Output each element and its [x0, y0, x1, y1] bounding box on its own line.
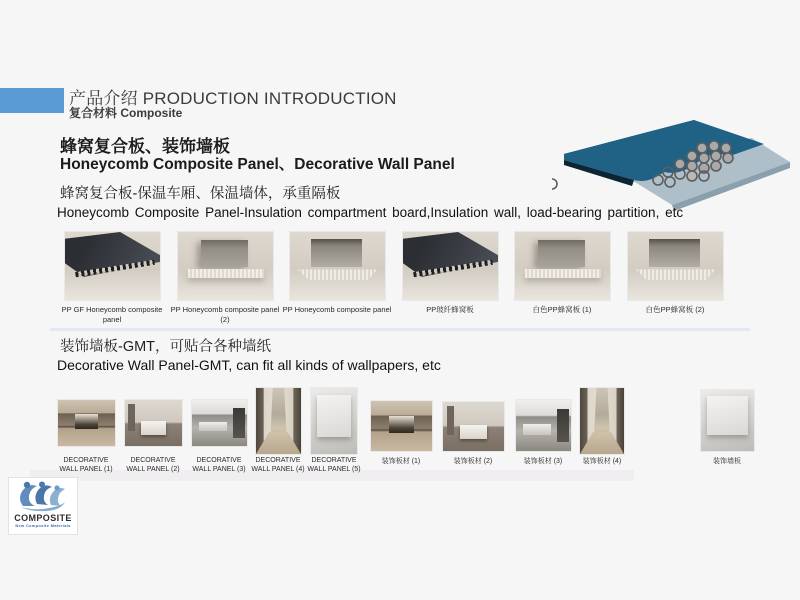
interior-photo-living-room-1 — [58, 400, 115, 446]
product-caption: PP Honeycomb composite panel (2) — [170, 305, 280, 324]
page-title: 产品介绍 PRODUCTION INTRODUCTION — [69, 89, 397, 108]
wave-splash-icon — [15, 480, 71, 512]
honeycomb-heading-en: Honeycomb Composite Panel-Insulation compartment board,Insulation wall, load-bearing partition, etc — [57, 205, 684, 220]
honeycomb-sandwich-panel-3d-icon — [552, 110, 797, 212]
product-photo-pp-glassfiber-honeycomb — [403, 232, 498, 300]
product-caption: PP GF Honeycomb composite panel — [61, 305, 163, 324]
main-title-zh: 蜂窝复合板、装饰墙板 — [60, 137, 230, 156]
main-title-en: Honeycomb Composite Panel、Decorative Wall Panel — [60, 156, 455, 173]
page-subtitle: 复合材料 Composite — [69, 106, 183, 120]
product-photo-pp-honeycomb — [290, 232, 385, 300]
interior-photo-office-1 — [192, 400, 247, 446]
section-divider — [50, 328, 750, 331]
product-photo-pp-gf-honeycomb — [65, 232, 160, 300]
product-caption: 装饰板材 (2) — [453, 458, 493, 465]
product-caption: PP Honeycomb composite panel — [282, 305, 392, 314]
product-photo-pp-honeycomb-2 — [178, 232, 273, 300]
product-caption: DECORATIVE WALL PANEL (3) — [192, 457, 246, 474]
product-caption: DECORATIVE WALL PANEL (1) — [59, 457, 113, 474]
decorative-heading-zh: 装饰墙板-GMT，可贴合各种墙纸 — [60, 339, 272, 355]
decorative-heading-en: Decorative Wall Panel-GMT, can fit all kinds of wallpapers, etc — [57, 357, 441, 373]
plain-panel-photo-2 — [701, 390, 754, 451]
interior-photo-bedroom-1 — [125, 400, 182, 446]
logo-subtitle: New Composite Materials — [15, 523, 71, 528]
interior-photo-bedroom-2 — [443, 402, 504, 451]
interior-photo-living-room-2 — [371, 401, 432, 451]
product-caption: DECORATIVE WALL PANEL (4) — [251, 457, 305, 474]
product-photo-white-pp-honeycomb-1 — [515, 232, 610, 300]
product-caption: DECORATIVE WALL PANEL (5) — [307, 457, 361, 474]
interior-photo-office-2 — [516, 400, 571, 451]
product-caption: 装饰板材 (4) — [582, 458, 622, 465]
product-caption: PP玻纤蜂窝板 — [426, 305, 474, 314]
product-caption: 白色PP蜂窝板 (1) — [532, 305, 592, 314]
product-caption: 装饰板材 (1) — [381, 458, 421, 465]
product-caption: DECORATIVE WALL PANEL (2) — [126, 457, 180, 474]
product-caption: 白色PP蜂窝板 (2) — [645, 305, 705, 314]
plain-panel-photo-1 — [311, 388, 357, 454]
logo-title: COMPOSITE — [14, 513, 72, 523]
product-caption: 装饰墙板 — [713, 458, 741, 465]
product-photo-white-pp-honeycomb-2 — [628, 232, 723, 300]
interior-photo-hallway-2 — [580, 388, 624, 454]
honeycomb-heading-zh: 蜂窝复合板-保温车厢、保温墙体，承重隔板 — [60, 186, 341, 202]
product-caption: 装饰板材 (3) — [523, 458, 563, 465]
company-logo — [8, 477, 78, 535]
header-accent-bar — [0, 88, 64, 113]
interior-photo-hallway-1 — [256, 388, 301, 454]
